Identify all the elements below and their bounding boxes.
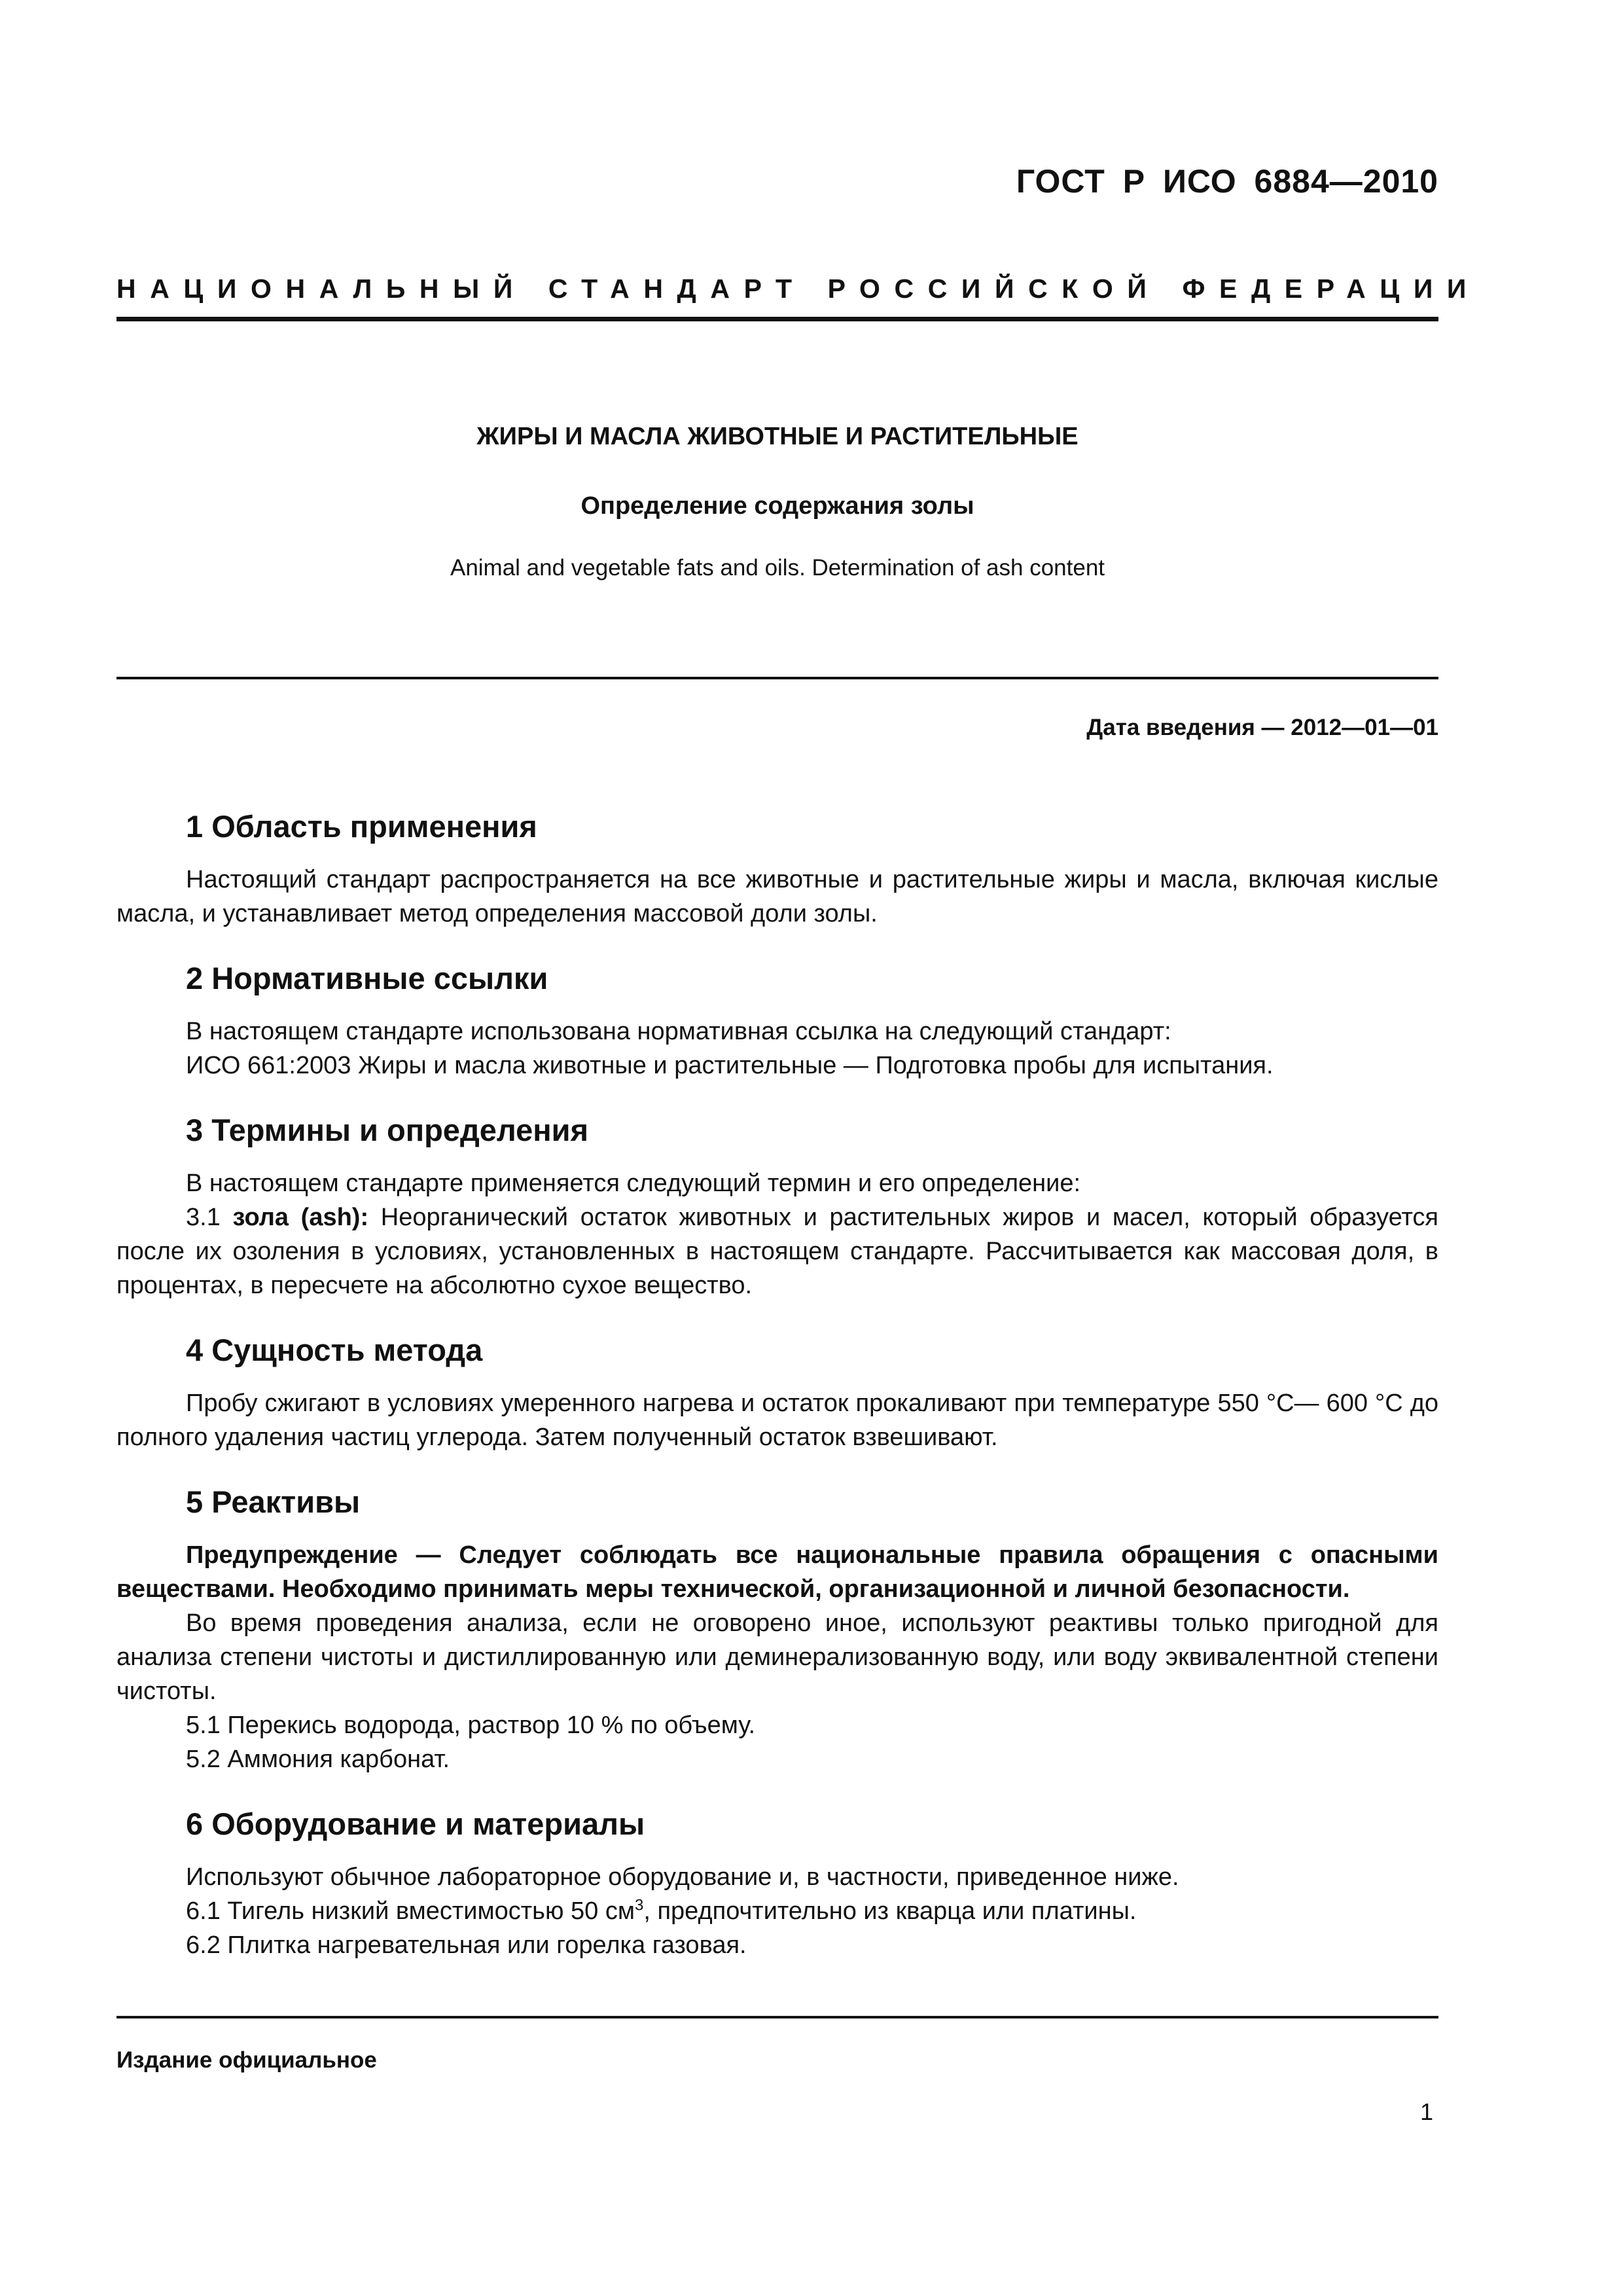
document-number: ГОСТ Р ИСО 6884—2010 (1016, 163, 1438, 200)
section-heading-normative-references: 2 Нормативные ссылки (186, 961, 548, 996)
paragraph: Настоящий стандарт распространяется на все животные и растительные жиры и масла, включая кислые масла, и устанавливает метод определения массовой доли золы. (116, 866, 1438, 927)
term-definition (116, 1200, 1438, 1302)
national-standard-banner: НАЦИОНАЛЬНЫЙ СТАНДАРТ РОССИЙСКОЙ ФЕДЕРАЦИИ (116, 274, 1480, 304)
english-title: Animal and vegetable fats and oils. Determination of ash content (450, 555, 1105, 581)
paragraph: Используют обычное лабораторное оборудование и, в частности, приведенное ниже. (186, 1863, 1179, 1891)
document-subtitle: Определение содержания золы (580, 492, 974, 520)
paragraph: Пробу сжигают в условиях умеренного нагрева и остаток прокаливают при температуре 550 °C— 600 °C до полного удаления частиц углерода. Затем полученный остаток взвешивают. (116, 1390, 1438, 1451)
paragraph: В настоящем стандарте использована нормативная ссылка на следующий стандарт: (186, 1018, 1171, 1045)
section-heading-equipment: 6 Оборудование и материалы (186, 1806, 645, 1841)
list-item: 5.2 Аммония карбонат. (186, 1746, 450, 1773)
paragraph: В настоящем стандарте применяется следующий термин и его определение: (186, 1170, 1081, 1197)
paragraph: Во время проведения анализа, если не оговорено иное, используют реактивы только пригодной для анализа степени чистоты и дистиллированную или деминерализованную воду, или воду эквивалентной степени чистоты. (116, 1609, 1438, 1705)
term-text: Неорганический остаток животных и растительных жиров и масел, который образуется после их озоления в условиях, установленных в настоящем стандарте. Рассчитывается как массовая доля, в процентах, в пересчете на абсолютно сухое вещество. (116, 1204, 1438, 1299)
warning-paragraph: Предупреждение — Следует соблюдать все национальные правила обращения с опасными веществами. Необходимо принимать меры технической, организационной и личной безопасности. (116, 1541, 1438, 1603)
page-number: 1 (1419, 2098, 1433, 2125)
document-page (116, 0, 1480, 2296)
section-heading-terms: 3 Термины и определения (186, 1113, 588, 1147)
document-title: ЖИРЫ И МАСЛА ЖИВОТНЫЕ И РАСТИТЕЛЬНЫЕ (476, 423, 1079, 450)
official-edition-label: Издание официальное (116, 2047, 377, 2073)
introduction-date: Дата введения — 2012—01—01 (1086, 715, 1438, 740)
document-body (116, 805, 1438, 1962)
reference-item: ИСО 661:2003 Жиры и масла животные и растительные — Подготовка пробы для испытания. (186, 1052, 1274, 1079)
header-rule (116, 317, 1438, 321)
list-item-text: , предпочтительно из кварца или платины. (643, 1897, 1137, 1925)
list-item: 5.1 Перекись водорода, раствор 10 % по объему. (186, 1712, 756, 1739)
superscript: 3 (634, 1896, 644, 1914)
title-rule (116, 677, 1438, 679)
term-name: зола (ash): (232, 1204, 369, 1231)
section-heading-method: 4 Сущность метода (186, 1333, 483, 1367)
section-heading-reagents: 5 Реактивы (186, 1484, 361, 1519)
term-number: 3.1 (186, 1204, 233, 1231)
section-heading-scope: 1 Область применения (186, 809, 537, 844)
list-item: 6.2 Плитка нагревательная или горелка газовая. (186, 1931, 747, 1959)
footer-rule (116, 2016, 1438, 2018)
list-item (116, 1894, 1438, 1928)
list-item-text: 6.1 Тигель низкий вместимостью 50 см (186, 1897, 635, 1925)
